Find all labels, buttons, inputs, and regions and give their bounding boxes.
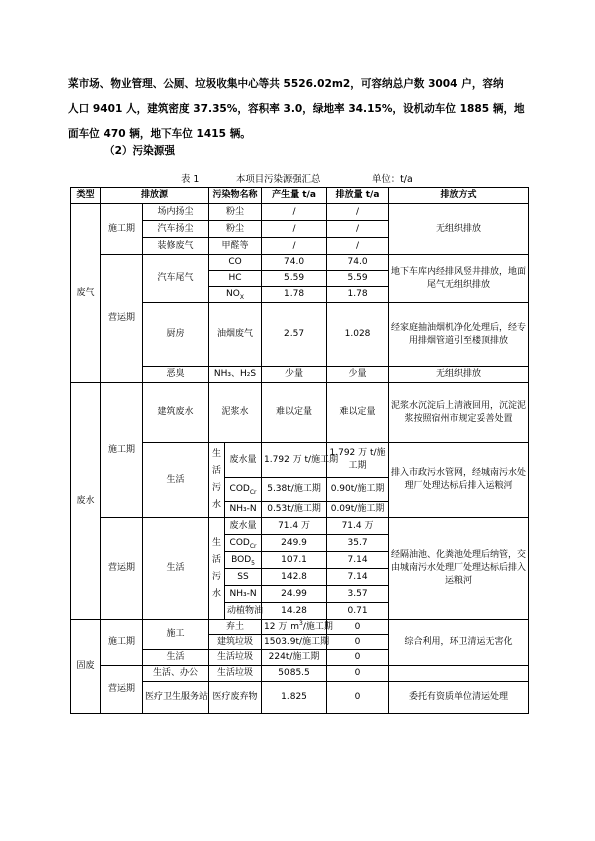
header-produced: 产生量 t/a (262, 188, 327, 204)
produced-cell: 0.53t/施工期 (262, 502, 327, 518)
header-pollutant: 污染物名称 (209, 188, 262, 204)
paragraph-line-3: 面车位 470 辆，地下车位 1415 辆。 (68, 128, 251, 140)
pollutant-cell: 生活垃圾 (209, 666, 262, 682)
method-cell: 综合利用，环卫清运无害化 (389, 620, 529, 666)
pollutant-cell: NH₃、H₂S (209, 367, 262, 383)
produced-cell: 1.78 (262, 287, 327, 303)
pollutant-cell: 医疗废弃物 (209, 682, 262, 714)
emitted-cell: 7.14 (327, 569, 389, 586)
method-cell: 委托有资质单位清运处理 (389, 682, 529, 714)
emitted-cell: / (327, 221, 389, 238)
pollutant-cell: 建筑垃圾 (209, 635, 262, 650)
produced-cell: 12 万 $m^3/$施工期 (262, 620, 327, 635)
pollutant-cell: NH₃-N (225, 586, 262, 603)
method-cell: 无组织排放 (389, 367, 529, 383)
emitted-cell: 3.57 (327, 586, 389, 603)
pollutant-cell: CO (209, 255, 262, 271)
emitted-cell: 1.78 (327, 287, 389, 303)
produced-cell: / (262, 204, 327, 221)
emitted-cell: 0.09t/施工期 (327, 502, 389, 518)
pollutant-cell: $BOD_5$ (225, 552, 262, 569)
phase-cell: 营运期 (101, 518, 143, 620)
phase-cell: 营运期 (101, 666, 143, 714)
produced-cell: / (262, 221, 327, 238)
pollutant-cell: 废水量 (225, 443, 262, 478)
method-cell (389, 666, 529, 682)
emitted-cell: 0.71 (327, 603, 389, 620)
produced-cell: 224t/施工期 (262, 650, 327, 666)
pollutant-cell: 泥浆水 (209, 383, 262, 443)
table-title: 本项目污染源强汇总 (236, 174, 321, 185)
emitted-cell: 难以定量 (327, 383, 389, 443)
source-cell: 装修废气 (143, 238, 209, 255)
emitted-cell: 少量 (327, 367, 389, 383)
produced-cell: 少量 (262, 367, 327, 383)
produced-cell: 难以定量 (262, 383, 327, 443)
pollutant-cell: 弃土 (209, 620, 262, 635)
pollutant-cell: 甲醛等 (209, 238, 262, 255)
table-header-row (71, 188, 529, 204)
emitted-cell: 0 (327, 650, 389, 666)
source-cell: 生活 (143, 650, 209, 666)
method-cell: 无组织排放 (389, 204, 529, 255)
produced-cell: 142.8 (262, 569, 327, 586)
produced-cell: 107.1 (262, 552, 327, 569)
produced-cell: 1503.9t/施工期 (262, 635, 327, 650)
header-source: 排放源 (101, 188, 209, 204)
produced-cell: 1.792 万 t/施工期 (262, 443, 327, 478)
emitted-cell: 71.4 万 (327, 518, 389, 535)
pollutant-cell: SS (225, 569, 262, 586)
pollutant-cell: NH₃-N (225, 502, 262, 518)
table-row (71, 666, 529, 682)
intro-paragraph (68, 72, 530, 147)
produced-cell: / (262, 238, 327, 255)
method-cell: 泥浆水沉淀后上清液回用，沉淀泥浆按照宿州市规定妥善处置 (389, 383, 529, 443)
source-cell: 厨房 (143, 303, 209, 367)
produced-cell: 5085.5 (262, 666, 327, 682)
header-type: 类型 (71, 188, 101, 204)
pollutant-cell: 油烟废气 (209, 303, 262, 367)
source-cell: 施工 (143, 620, 209, 650)
method-cell: 排入市政污水管网，经城南污水处理厂处理达标后排入运粮河 (389, 443, 529, 518)
produced-cell: 1.825 (262, 682, 327, 714)
source-cell: 汽车尾气 (143, 255, 209, 303)
table-row (71, 204, 529, 221)
emitted-cell: 35.7 (327, 535, 389, 552)
paragraph-line-2: 人口 9401 人，建筑密度 37.35%，容积率 3.0，绿地率 34.15%，设机动车位 1885 辆，地 (68, 103, 525, 115)
table-row (71, 255, 529, 271)
source-cell: 医疗卫生服务站 (143, 682, 209, 714)
table-row (71, 620, 529, 635)
emitted-cell: / (327, 238, 389, 255)
pollutant-cell: 动植物油 (225, 603, 262, 620)
pollutant-cell: 废水量 (225, 518, 262, 535)
emitted-cell: 74.0 (327, 255, 389, 271)
emitted-cell: 5.59 (327, 271, 389, 287)
pollutant-cell: $COD_{Cr}$ (225, 478, 262, 502)
emitted-cell: 0.90t/施工期 (327, 478, 389, 502)
source-cell: 场内扬尘 (143, 204, 209, 221)
produced-cell: 71.4 万 (262, 518, 327, 535)
pollutant-cell: 粉尘 (209, 204, 262, 221)
emitted-cell: 1.028 (327, 303, 389, 367)
vertical-label: 生活污水 (209, 443, 225, 518)
header-emitted: 排放量 t/a (327, 188, 389, 204)
pollutant-cell: 生活垃圾 (209, 650, 262, 666)
section-heading: （2）污染源强 (104, 145, 175, 157)
table-number: 表 1 (181, 174, 200, 185)
phase-cell: 施工期 (101, 204, 143, 255)
produced-cell: 24.99 (262, 586, 327, 603)
emitted-cell: 0 (327, 635, 389, 650)
produced-cell: 5.59 (262, 271, 327, 287)
pollutant-cell: HC (209, 271, 262, 287)
source-cell: 生活、办公 (143, 666, 209, 682)
method-cell: 地下车库内经排风竖井排放，地面尾气无组织排放 (389, 255, 529, 303)
phase-cell: 营运期 (101, 255, 143, 383)
table-row (71, 383, 529, 443)
method-cell: 经家庭抽油烟机净化处理后，经专用排烟管道引至楼顶排放 (389, 303, 529, 367)
pollutant-cell: 粉尘 (209, 221, 262, 238)
phase-cell: 施工期 (101, 383, 143, 518)
paragraph-line-1: 菜市场、物业管理、公厕、垃圾收集中心等共 5526.02m2，可容纳总户数 3004 户，容纳 (68, 78, 504, 90)
pollutant-cell: $NO_X$ (209, 287, 262, 303)
source-cell: 建筑废水 (143, 383, 209, 443)
pollutant-cell: $COD_{Cr}$ (225, 535, 262, 552)
produced-cell: 5.38t/施工期 (262, 478, 327, 502)
emitted-cell: 0 (327, 666, 389, 682)
produced-cell: 14.28 (262, 603, 327, 620)
method-cell: 经隔油池、化粪池处理后纳管，交由城南污水处理厂处理达标后排入运粮河 (389, 518, 529, 620)
emitted-cell: 0 (327, 620, 389, 635)
produced-cell: 2.57 (262, 303, 327, 367)
source-cell: 生活 (143, 443, 209, 518)
emitted-cell: 7.14 (327, 552, 389, 569)
type-solid-waste: 固废 (71, 620, 101, 714)
produced-cell: 249.9 (262, 535, 327, 552)
pollution-source-table (70, 187, 529, 714)
source-cell: 生活 (143, 518, 209, 620)
source-cell: 恶臭 (143, 367, 209, 383)
table-unit: 单位：t/a (372, 174, 413, 185)
vertical-label: 生活污水 (209, 518, 225, 620)
emitted-cell: 1.792 万 t/施工期 (327, 443, 389, 478)
type-waste-gas: 废气 (71, 204, 101, 383)
emitted-cell: / (327, 204, 389, 221)
emitted-cell: 0 (327, 682, 389, 714)
type-wastewater: 废水 (71, 383, 101, 620)
table-row (71, 518, 529, 535)
header-method: 排放方式 (389, 188, 529, 204)
source-cell: 汽车扬尘 (143, 221, 209, 238)
produced-cell: 74.0 (262, 255, 327, 271)
phase-cell: 施工期 (101, 620, 143, 666)
